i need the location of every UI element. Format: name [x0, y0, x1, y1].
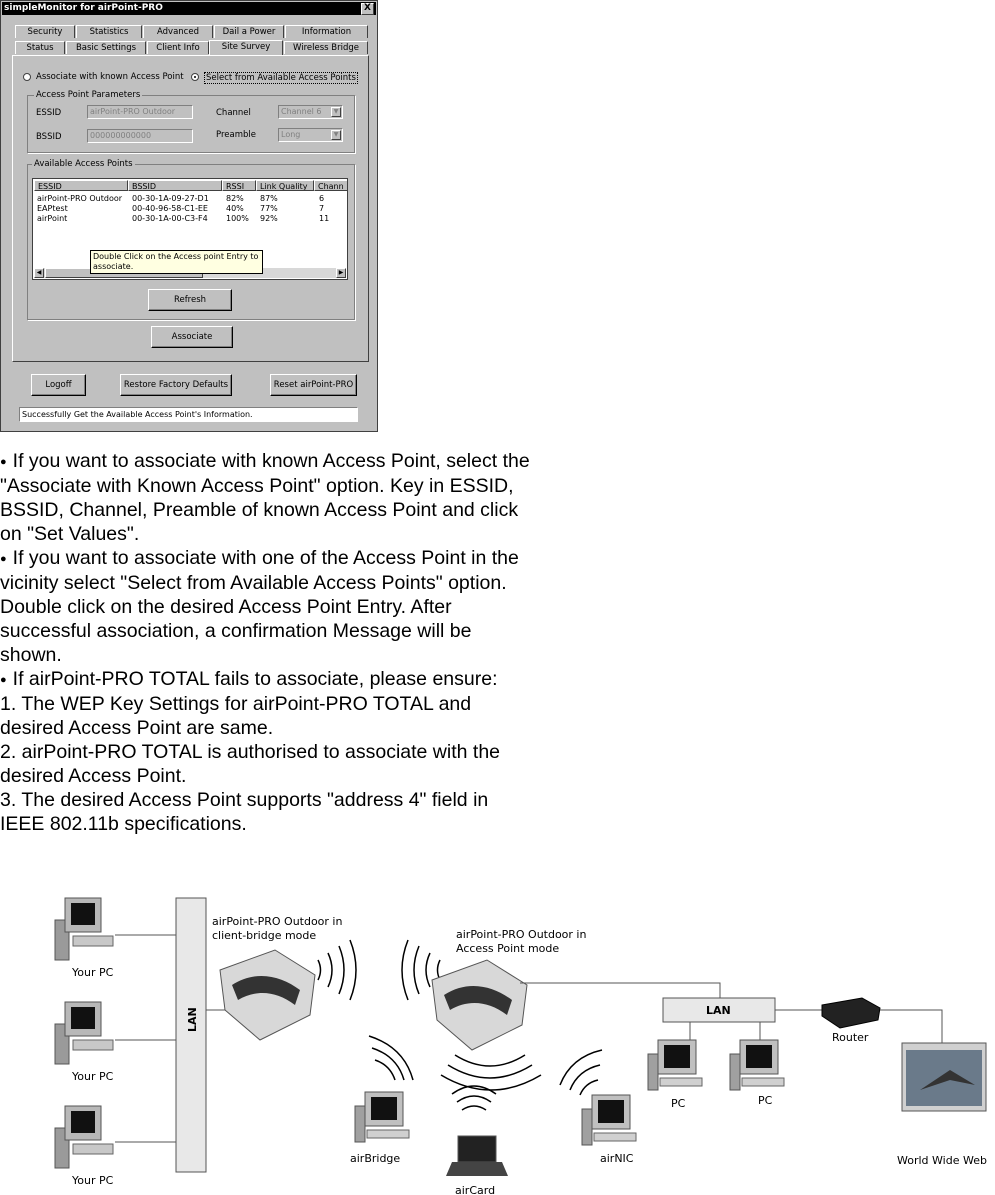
- tooltip: Double Click on the Access point Entry to associate.: [90, 250, 263, 274]
- instruction-text: If you want to associate with one of the Access Point in the vicinity select "Select from Available Access Points" option. Double click on the desired Access Point Entry. After successful association, a confirmation Message will be shown.: [0, 547, 519, 666]
- cell-bssid: 00-40-96-58-C1-EE: [132, 204, 208, 213]
- scroll-left-icon[interactable]: ◀: [34, 268, 44, 278]
- your-pc-1-icon: [55, 898, 113, 960]
- instruction-text: If airPoint-PRO TOTAL fails to associate, please ensure:: [12, 668, 498, 690]
- router-label: Router: [832, 1031, 869, 1044]
- bssid-label: BSSID: [36, 132, 62, 142]
- tab-advanced[interactable]: Advanced: [143, 25, 213, 38]
- window-titlebar[interactable]: [2, 2, 376, 15]
- radio-select-available-label[interactable]: Select from Available Access Points: [206, 73, 356, 83]
- preamble-label: Preamble: [216, 130, 256, 140]
- ap-mode-label-1: airPoint-PRO Outdoor in: [456, 928, 587, 941]
- status-bar: Successfully Get the Available Access Point's Information.: [19, 407, 358, 422]
- cell-rssi: 100%: [226, 214, 249, 223]
- radio-associate-known[interactable]: [23, 73, 31, 81]
- lan-box-label: LAN: [706, 1004, 731, 1017]
- cell-essid: airPoint-PRO Outdoor: [37, 194, 123, 203]
- ap-params-title: Access Point Parameters: [36, 90, 141, 100]
- pc-2-label: PC: [758, 1094, 773, 1107]
- ap-mode-label-2: Access Point mode: [456, 942, 560, 955]
- access-point-device-icon: [432, 960, 527, 1050]
- radio-select-available[interactable]: [191, 73, 199, 81]
- tab-site-survey[interactable]: Site Survey: [209, 40, 283, 55]
- wireless-waves-icon: [318, 940, 440, 1000]
- available-ap-title: Available Access Points: [34, 159, 133, 169]
- www-label: World Wide Web: [897, 1154, 987, 1167]
- instruction-item-2: 2. airPoint-PRO TOTAL is authorised to associate with the desired Access Point.: [0, 741, 501, 787]
- client-bridge-device-icon: [220, 950, 315, 1040]
- chevron-down-icon[interactable]: ▼: [331, 130, 341, 140]
- scroll-right-icon[interactable]: ▶: [336, 268, 346, 278]
- cell-link-quality: 77%: [260, 204, 278, 213]
- column-header-rssi[interactable]: RSSI: [222, 180, 256, 191]
- associate-button[interactable]: Associate: [151, 326, 233, 348]
- chevron-down-icon[interactable]: ▼: [331, 107, 341, 117]
- channel-select[interactable]: [278, 105, 343, 119]
- client-bridge-label-2: client-bridge mode: [212, 929, 317, 942]
- cell-link-quality: 92%: [260, 214, 278, 223]
- simplemonitor-window: [0, 0, 378, 432]
- instruction-bullet-3: [0, 667, 530, 692]
- column-header-essid[interactable]: ESSID: [34, 180, 128, 191]
- column-header-link-quality[interactable]: Link Quality: [256, 180, 314, 191]
- lan-bar: [176, 898, 206, 1172]
- cell-essid: EAPtest: [37, 204, 68, 213]
- laptop-icon: [446, 1136, 508, 1176]
- cell-link-quality: 87%: [260, 194, 278, 203]
- airbridge-icon: [355, 1092, 409, 1142]
- column-header-channel[interactable]: Chann: [314, 180, 348, 191]
- airnic-icon: [582, 1095, 636, 1145]
- instruction-item-3: 3. The desired Access Point supports "address 4" field in IEEE 802.11b specifications.: [0, 789, 489, 835]
- cell-bssid: 00-30-1A-00-C3-F4: [132, 214, 208, 223]
- cell-bssid: 00-30-1A-09-27-D1: [132, 194, 209, 203]
- lan-vertical-label: LAN: [186, 1007, 199, 1032]
- your-pc-2-label: Your PC: [72, 1070, 114, 1083]
- channel-value: Channel 6: [281, 107, 322, 116]
- client-bridge-label-1: airPoint-PRO Outdoor in: [212, 915, 343, 928]
- instruction-bullet-2: [0, 546, 530, 667]
- cell-channel: 7: [319, 204, 325, 213]
- router-icon: [822, 998, 880, 1028]
- bullet-icon: ●: [0, 456, 7, 468]
- instruction-text: If you want to associate with known Access Point, select the "Associate with Known Access Point" option. Key in ESSID, BSSID, Channel, Preamble of known Access Point and click on "Set Values".: [0, 450, 530, 545]
- airbridge-waves-icon: [369, 1036, 413, 1080]
- pc-2-icon: [730, 1040, 784, 1090]
- tab-client-info[interactable]: Client Info: [147, 41, 209, 54]
- tab-statistics[interactable]: Statistics: [76, 25, 142, 38]
- restore-defaults-button[interactable]: Restore Factory Defaults: [120, 374, 232, 396]
- pc-1-label: PC: [671, 1097, 686, 1110]
- essid-field[interactable]: airPoint-PRO Outdoor: [87, 105, 193, 119]
- ap-params-group: [27, 90, 355, 153]
- cell-rssi: 40%: [226, 204, 244, 213]
- your-pc-2-icon: [55, 1002, 113, 1064]
- radio-associate-known-label[interactable]: Associate with known Access Point: [36, 72, 184, 82]
- tab-wireless-bridge[interactable]: Wireless Bridge: [284, 41, 368, 54]
- bullet-icon: ●: [0, 674, 7, 686]
- reset-airpoint-button[interactable]: Reset airPoint-PRO: [270, 374, 357, 396]
- bullet-icon: ●: [0, 553, 7, 565]
- refresh-button[interactable]: Refresh: [148, 289, 232, 311]
- broadcast-waves-icon: [441, 1055, 541, 1090]
- network-diagram: [0, 880, 995, 1195]
- airnic-label: airNIC: [600, 1152, 634, 1165]
- airbridge-label: airBridge: [350, 1152, 401, 1165]
- pc-1-icon: [648, 1040, 702, 1090]
- close-icon[interactable]: X: [361, 3, 374, 15]
- essid-label: ESSID: [36, 108, 62, 118]
- instructions: [0, 449, 530, 836]
- cell-rssi: 82%: [226, 194, 244, 203]
- tab-dail-a-power[interactable]: Dail a Power: [214, 25, 284, 38]
- world-wide-web-icon: [902, 1043, 986, 1111]
- your-pc-3-label: Your PC: [72, 1174, 114, 1187]
- cell-essid: airPoint: [37, 214, 68, 223]
- airnic-waves-icon: [560, 1050, 602, 1095]
- channel-label: Channel: [216, 108, 251, 118]
- logoff-button[interactable]: Logoff: [31, 374, 86, 396]
- tab-status[interactable]: Status: [15, 41, 65, 54]
- aircard-waves-icon: [452, 1086, 496, 1110]
- tab-information[interactable]: Information: [285, 25, 368, 38]
- tab-basic-settings[interactable]: Basic Settings: [66, 41, 146, 54]
- tab-security[interactable]: Security: [15, 25, 75, 38]
- cell-channel: 6: [319, 194, 325, 203]
- your-pc-1-label: Your PC: [72, 966, 114, 979]
- instruction-bullet-1: [0, 449, 530, 546]
- preamble-select[interactable]: [278, 128, 343, 142]
- preamble-value: Long: [281, 130, 301, 139]
- aircard-label: airCard: [455, 1184, 496, 1195]
- your-pc-3-icon: [55, 1106, 113, 1168]
- bssid-field[interactable]: 000000000000: [87, 129, 193, 143]
- instruction-item-1: 1. The WEP Key Settings for airPoint-PRO TOTAL and desired Access Point are same.: [0, 693, 472, 739]
- window-title: simpleMonitor for airPoint-PRO: [4, 3, 163, 13]
- column-header-bssid[interactable]: BSSID: [128, 180, 222, 191]
- cell-channel: 11: [319, 214, 330, 223]
